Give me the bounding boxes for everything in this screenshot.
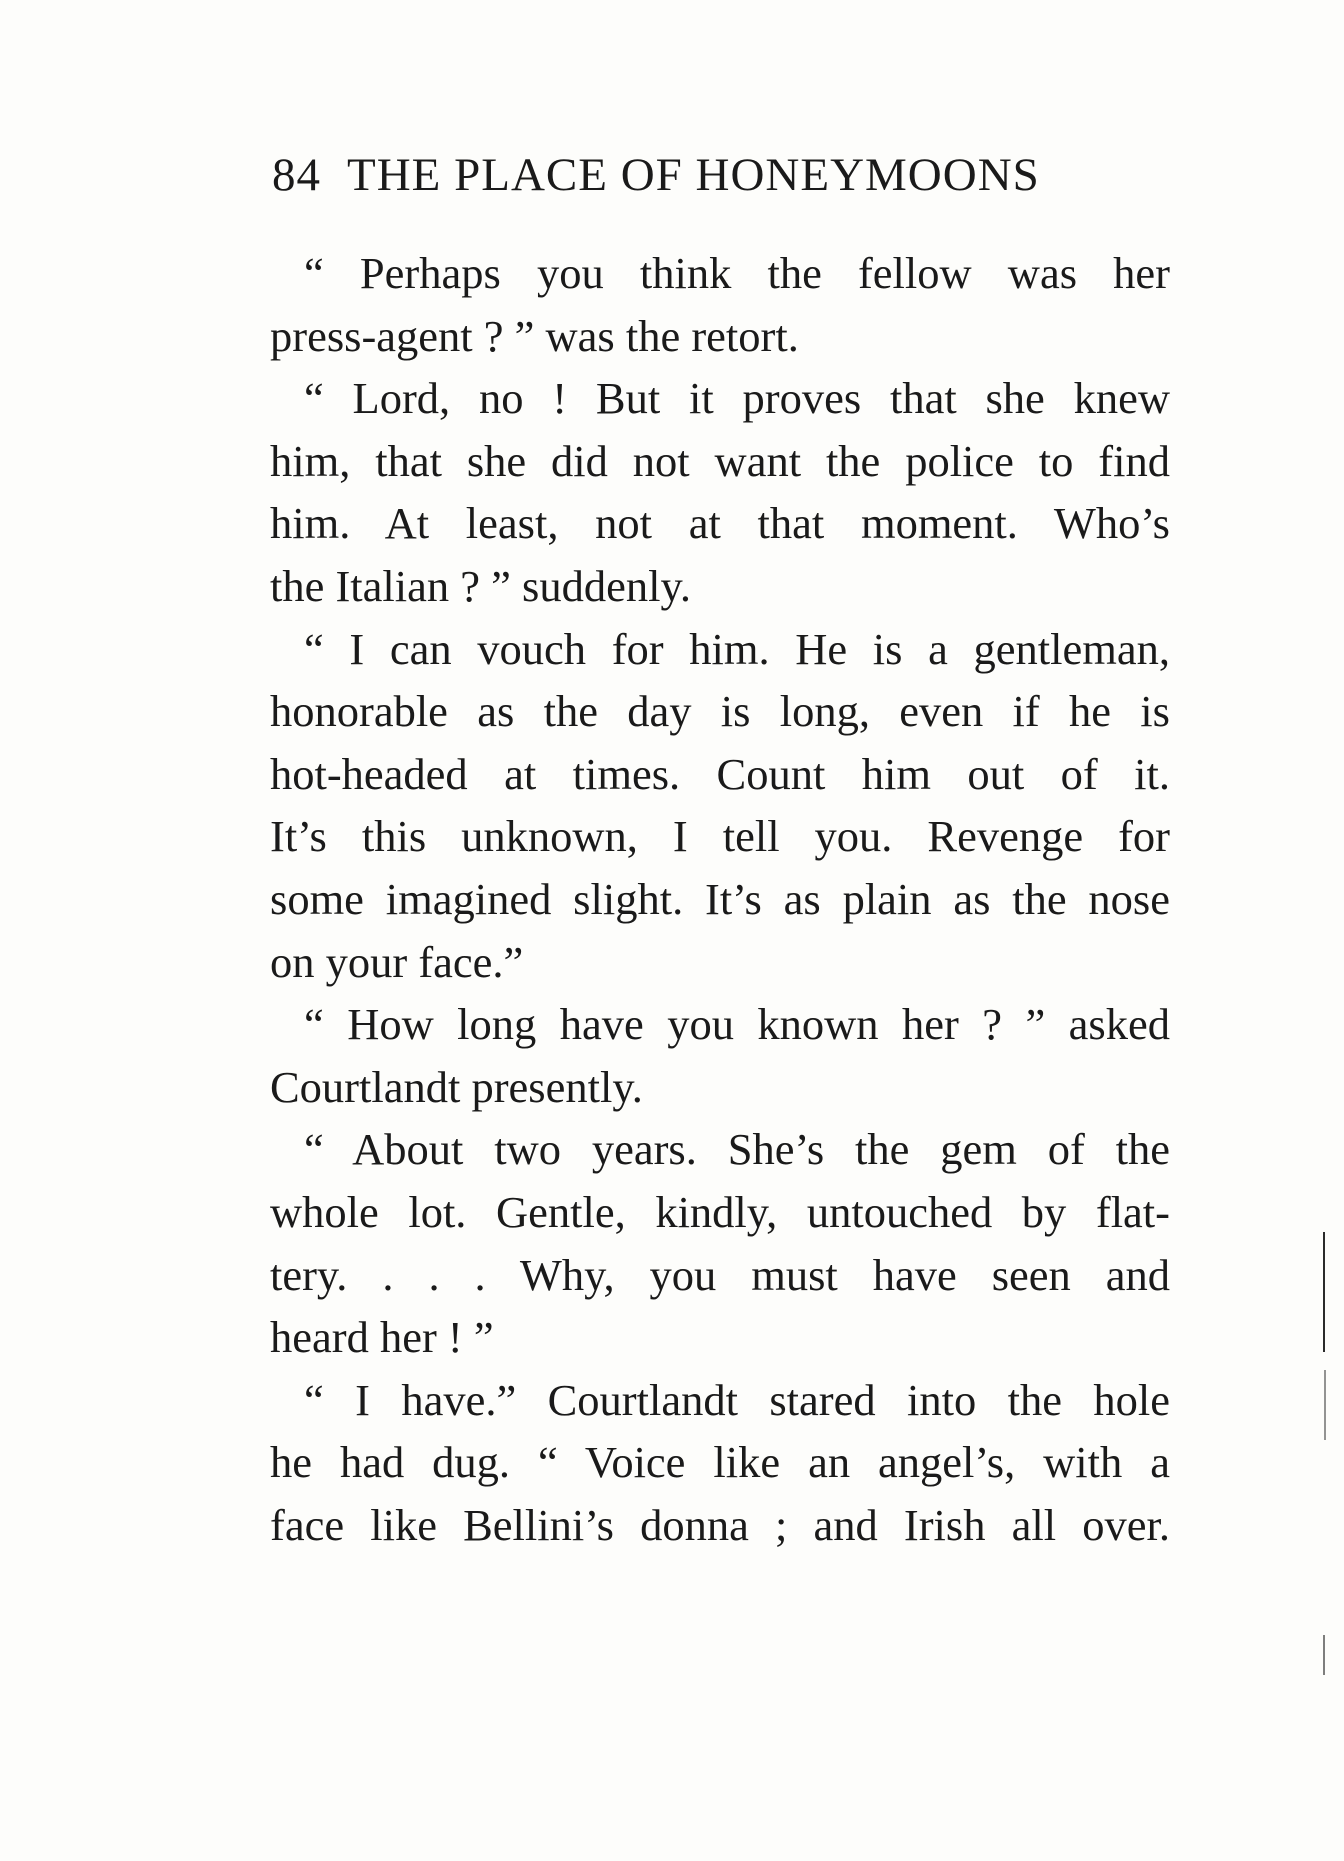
text-line: he had dug. “ Voice like an angel’s, with a: [270, 1437, 1170, 1488]
text-line: “ Perhaps you think the fellow was her: [304, 248, 1170, 298]
paragraph: [270, 1118, 1170, 1368]
paragraph: [270, 1369, 1170, 1557]
text-line: heard her ! ”: [270, 1312, 494, 1363]
text-line: some imagined slight. It’s as plain as the nose: [270, 873, 1170, 924]
text-line: whole lot. Gentle, kindly, untouched by flat-: [270, 1186, 1170, 1237]
text-line: “ Lord, no ! But it proves that she knew: [304, 373, 1170, 424]
text-line: It’s this unknown, I tell you. Revenge for: [270, 811, 1170, 862]
running-head: [272, 148, 1172, 202]
text-line: Courtlandt presently.: [270, 1061, 643, 1112]
scan-edge-mark: [1323, 1635, 1325, 1675]
text-line: him, that she did not want the police to find: [270, 435, 1170, 486]
text-line: face like Bellini’s donna ; and Irish all over.: [270, 1499, 1170, 1550]
paragraph: [270, 993, 1170, 1118]
paragraph: [270, 367, 1170, 617]
scan-edge-mark: [1324, 1370, 1326, 1440]
body-text: [270, 242, 1170, 1556]
text-line: “ How long have you known her ? ” asked: [304, 999, 1170, 1050]
text-line: the Italian ? ” suddenly.: [270, 560, 691, 611]
text-line: tery. . . . Why, you must have seen and: [270, 1249, 1170, 1300]
scan-edge-mark: [1323, 1232, 1325, 1352]
text-line: “ I have.” Courtlandt stared into the hole: [304, 1374, 1170, 1425]
text-line: honorable as the day is long, even if he is: [270, 686, 1170, 737]
page-number: 84: [272, 149, 321, 201]
running-title: THE PLACE OF HONEYMOONS: [347, 149, 1040, 201]
text-line: hot-headed at times. Count him out of it.: [270, 748, 1170, 799]
paragraph: [270, 242, 1170, 367]
text-line: him. At least, not at that moment. Who’s: [270, 498, 1170, 549]
text-line: “ I can vouch for him. He is a gentleman,: [304, 623, 1170, 674]
text-line: “ About two years. She’s the gem of the: [304, 1124, 1170, 1175]
text-line: press-agent ? ” was the retort.: [270, 310, 799, 361]
text-line: on your face.”: [270, 936, 524, 987]
paragraph: [270, 618, 1170, 994]
